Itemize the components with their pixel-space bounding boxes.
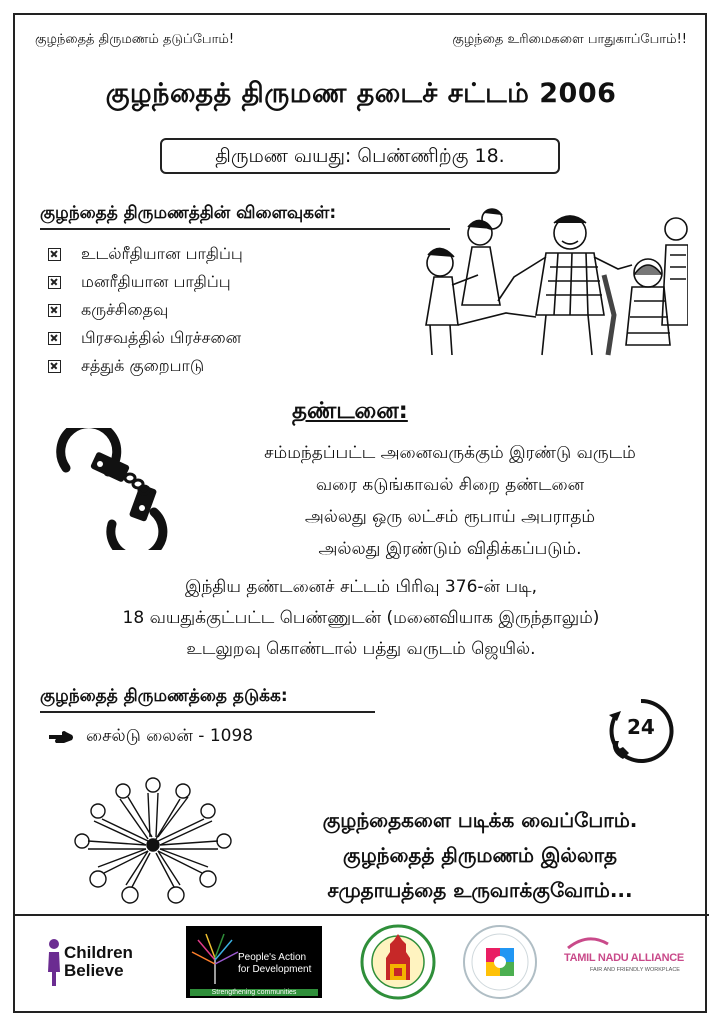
- badge-24: 24: [627, 715, 655, 739]
- child-figure-icon: [46, 938, 62, 986]
- punishment-heading: தண்டனை:: [292, 398, 408, 424]
- effect-text: சத்துக் குறைபாடு: [81, 355, 205, 375]
- effect-text: மனரீதியான பாதிப்பு: [81, 271, 231, 291]
- effect-text: பிரசவத்தில் பிரச்சனை: [81, 327, 242, 347]
- closing-line: சமுதாயத்தை உருவாக்குவோம்...: [327, 878, 633, 902]
- tree-icon: [190, 930, 240, 984]
- ipc-line: 18 வயதுக்குட்பட்ட பெண்ணுடன் (மனைவியாக இருந்தாலும்): [122, 608, 600, 628]
- childline-helpline: [48, 726, 253, 748]
- closing-line: குழந்தைகளை படிக்க வைப்போம்.: [322, 808, 638, 832]
- child-marriage-illustration: [418, 205, 688, 360]
- children-believe-logo: [46, 934, 176, 990]
- header-left-slogan: குழந்தைத் திருமணம் தடுப்போம்!: [35, 32, 235, 47]
- punishment-text: [190, 437, 710, 565]
- list-item: [48, 268, 243, 296]
- header-right-slogan: குழந்தை உரிமைகளை பாதுகாப்போம்!!: [452, 32, 687, 47]
- footer-divider: [13, 914, 709, 916]
- tamil-nadu-alliance-logo: [560, 932, 700, 992]
- logo-line: for Development: [238, 964, 312, 975]
- ipc-section-text: [0, 572, 722, 665]
- effect-text: கருச்சிதைவு: [81, 299, 169, 319]
- checkbox-x-icon: [48, 332, 61, 345]
- checkbox-x-icon: [48, 276, 61, 289]
- ipc-line: இந்திய தண்டனைச் சட்டம் பிரிவு 376-ன் படி,: [184, 577, 537, 597]
- page-title: குழந்தைத் திருமண தடைச் சட்டம் 2006: [105, 78, 617, 109]
- closing-message: [270, 803, 690, 908]
- effects-heading: குழந்தைத் திருமணத்தின் விளைவுகள்:: [40, 203, 450, 230]
- punishment-line: அல்லது ஒரு லட்சம் ரூபாய் அபராதம்: [304, 507, 596, 527]
- checkbox-x-icon: [48, 248, 61, 261]
- prevention-heading: குழந்தைத் திருமணத்தை தடுக்க:: [40, 686, 375, 713]
- effects-list: [48, 240, 243, 380]
- logo-tagline: Strengthening communities: [190, 989, 318, 996]
- list-item: [48, 296, 243, 324]
- list-item: [48, 324, 243, 352]
- pointing-hand-icon: [48, 730, 74, 744]
- punishment-line: அல்லது இரண்டும் விதிக்கப்படும்.: [318, 539, 582, 559]
- punishment-line: வரை கடுங்காவல் சிறை தண்டனை: [315, 475, 585, 495]
- women-child-dept-logo: [462, 924, 538, 1000]
- alliance-swoosh-icon: [566, 936, 610, 950]
- checkbox-x-icon: [48, 304, 61, 317]
- tamil-nadu-government-emblem: [360, 924, 436, 1000]
- ipc-line: உடலுறவு கொண்டால் பத்து வருடம் ஜெயில்.: [186, 639, 536, 659]
- punishment-line: சம்மந்தப்பட்ட அனைவருக்கும் இரண்டு வருடம்: [264, 443, 636, 463]
- logo-tagline: FAIR AND FRIENDLY WORKPLACE: [590, 967, 680, 973]
- marriage-age-box: திருமண வயது: பெண்ணிற்கு 18.: [160, 138, 560, 174]
- phone-24-icon: [605, 695, 677, 767]
- effect-text: உடல்ரீதியான பாதிப்பு: [81, 243, 243, 263]
- united-hands-illustration: [68, 775, 238, 907]
- logo-line: TAMIL NADU ALLIANCE: [564, 952, 684, 964]
- handcuffs-icon: [52, 428, 170, 550]
- logo-line: Believe: [64, 961, 124, 980]
- list-item: [48, 240, 243, 268]
- logo-line: Children: [64, 943, 133, 962]
- pad-logo: [186, 926, 322, 998]
- closing-line: குழந்தைத் திருமணம் இல்லாத: [342, 843, 618, 867]
- logo-line: People's Action: [238, 952, 307, 963]
- helpline-text: சைல்டு லைன் - 1098: [86, 726, 254, 746]
- checkbox-x-icon: [48, 360, 61, 373]
- list-item: [48, 352, 243, 380]
